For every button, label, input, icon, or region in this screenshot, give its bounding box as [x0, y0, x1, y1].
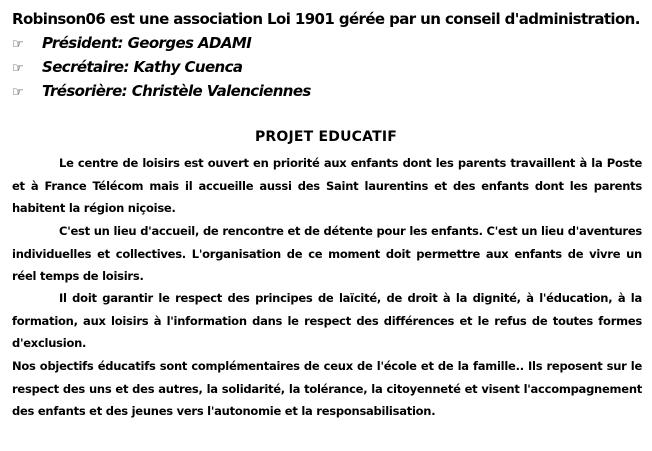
section-title: PROJET EDUCATIF [254, 129, 398, 145]
paragraph-accueil: C'est un lieu d'accueil, de rencontre et de détente pour les enfants. C'est un lieu d'aventures individuelles et collectives. L'organisation de ce moment doit permettre aux enfants de vivre un réel temps de loisirs. [12, 224, 642, 283]
role-president [12, 34, 251, 52]
role-name: Christèle Valenciennes [131, 82, 311, 100]
paragraph-respect: Il doit garantir le respect des principes de laïcité, de droit à la dignité, à l'éducation, à la formation, aux loisirs à l'information dans le respect des différences et le refus de toutes formes d'exclusion. [12, 291, 642, 350]
pointing-hand-icon: ☞ [12, 61, 24, 76]
role-name: Kathy Cuenca [133, 58, 243, 76]
paragraph-objectifs: Nos objectifs éducatifs sont complémentaires de ceux de l'école et de la famille.. Ils reposent sur le respect des uns et des autres, la solidarité, la tolérance, la citoyenneté et visent l'accompagnement des enfants et des jeunes vers l'autonomie et la responsabilisation. [12, 359, 642, 418]
association-intro: Robinson06 est une association Loi 1901 gérée par un conseil d'administration. [12, 10, 640, 28]
role-label: Trésorière: [42, 82, 128, 100]
role-name: Georges ADAMI [127, 34, 252, 52]
paragraph-centre: Le centre de loisirs est ouvert en priorité aux enfants dont les parents travaillent à la Poste et à France Télécom mais il accueille aussi des Saint laurentins et des enfants dont les parents habitent la région niçoise. [12, 156, 642, 215]
role-secretary [12, 58, 242, 76]
role-label: Président: [42, 34, 123, 52]
pointing-hand-icon: ☞ [12, 37, 24, 52]
role-treasurer [12, 82, 311, 100]
pointing-hand-icon: ☞ [12, 85, 24, 100]
role-label: Secrétaire: [42, 58, 129, 76]
